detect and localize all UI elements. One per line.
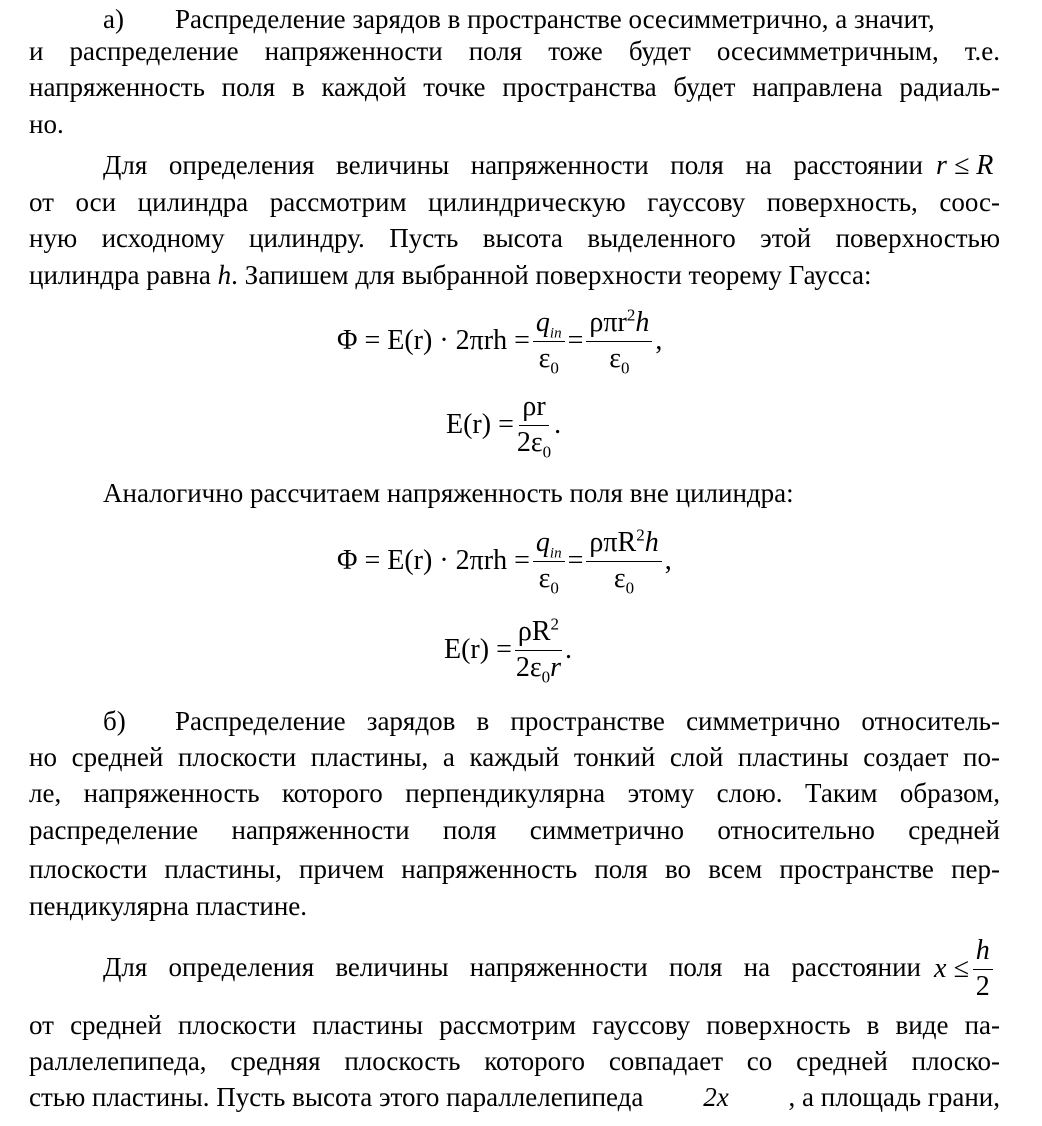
equation-gauss-inside: Φ = E(r) · 2πrh = $\frac{q_{in}}{\varepsilon_0}$ = $\frac{\rho\pi r^2h}{\varepsilon_0}$ , — [337, 305, 663, 378]
text-line: стью пластины. Пусть высота этого параллелепипеда 2x , а площадь грани, — [29, 1082, 1000, 1112]
text-line: Аналогично рассчитаем напряженность поля вне цилиндра: — [103, 478, 794, 508]
text-line: ле, напряженность которого перпендикулярна этому слою. Таким образом, — [29, 778, 1000, 808]
text-line: раллелепипеда, средняя плоскость которого совпадает со средней плоско- — [29, 1046, 1000, 1076]
equation-field-outside: E(r) = $\frac{\rho R^2}{2\varepsilon_0r}$ . — [444, 614, 573, 687]
text-line: Распределение зарядов в пространстве симметрично относитель- — [175, 706, 1000, 736]
math-inline: r ≤ R — [936, 150, 994, 181]
text-line: ную исходному цилиндру. Пусть высота выделенного этой поверхностью — [29, 223, 1000, 253]
item-label-b: б) — [103, 706, 126, 736]
text-line: от оси цилиндра рассмотрим цилиндрическую гауссову поверхность, соос- — [29, 187, 1000, 217]
text-line: Распределение зарядов в пространстве осесимметрично, а значит, — [175, 4, 935, 34]
item-label-a: а) — [103, 4, 124, 34]
text-line: Для определения величины напряженности поля на расстоянии — [103, 952, 921, 982]
equation-field-inside: E(r) = $\frac{\rho r}{2\varepsilon_0}$ . — [446, 391, 562, 462]
text-line: Для определения величины напряженности поля на расстоянии — [103, 150, 923, 180]
text-line: и распределение напряженности поля тоже будет осесимметричным, т.е. — [29, 36, 1000, 66]
text-line: распределение напряженности поля симметрично относительно средней — [29, 815, 1000, 845]
text-line: напряженность поля в каждой точке пространства будет направлена радиаль- — [29, 72, 1000, 102]
equation-gauss-outside: Φ = E(r) · 2πrh = $\frac{q_{in}}{\varepsilon_0}$ = $\frac{\rho\pi R^2h}{\varepsilon_0}$ , — [337, 525, 672, 598]
text-line: плоскости пластины, причем напряженность поля во всем пространстве пер- — [29, 854, 1000, 884]
text-line: пендикулярна пластине. — [29, 891, 308, 921]
text-line: но. — [29, 109, 64, 139]
text-line: цилиндра равна h. Запишем для выбранной поверхности теорему Гаусса: — [29, 260, 872, 290]
text-line: но средней плоскости пластины, а каждый тонкий слой пластины создает по- — [29, 742, 1000, 772]
text-line: от средней плоскости пластины рассмотрим гауссову поверхность в виде па- — [29, 1010, 1000, 1040]
math-inline-x-le-h-over-2: x ≤ $\frac{h}{2}$ — [934, 936, 996, 1002]
